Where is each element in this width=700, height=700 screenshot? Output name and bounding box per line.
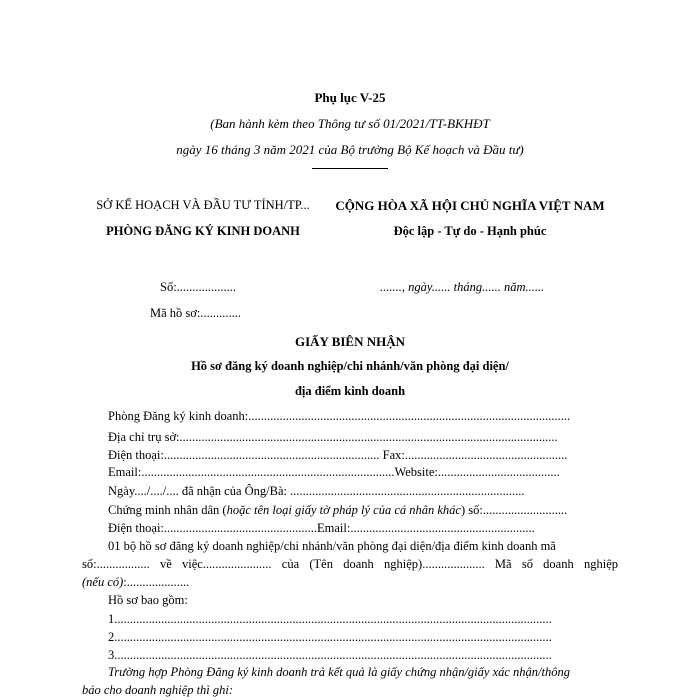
document-number: Số:................... [160,280,237,294]
phone-email-field: Điện thoại:.................................................Email:........................................................... [108,521,535,535]
agency-line-1: SỞ KẾ HOẠCH VÀ ĐẦU TƯ TỈNH/TP... [96,198,310,212]
email-website-field: Email:.................................................................................Website:....................................... [108,465,560,479]
id-note: hoặc tên loại giấy tờ pháp lý của cá nhân khác [226,503,461,517]
received-from-field: Ngày..../..../.... đã nhận của Ông/Bà: ........................................................................... [108,484,525,498]
receipt-subtitle-1: Hồ sơ đăng ký doanh nghiệp/chi nhánh/văn phòng đại diện/ [191,359,509,373]
includes-heading: Hồ sơ bao gồm: [108,593,188,607]
document-date: ......., ngày...... tháng...... năm...... [380,280,545,294]
header-divider [312,168,388,169]
case-line-1: Trường hợp Phòng Đăng ký kinh doanh trả kết quả là giấy chứng nhận/giấy xác nhận/thông [108,665,570,679]
id-prefix: Chứng minh nhân dân ( [108,503,227,517]
receipt-subtitle-2: địa điểm kinh doanh [294,384,406,398]
business-code-dots: :.................... [123,575,190,589]
paragraph-line-3 [82,574,618,590]
paragraph-line-2: số:................. về việc...................... của (Tên doanh nghiệp).................... Mã số doanh nghiệp [82,557,618,571]
file-code: Mã hồ sơ:............. [150,306,241,320]
agency-line-2: PHÒNG ĐĂNG KÝ KINH DOANH [106,224,300,238]
case-line-2: báo cho doanh nghiệp thì ghi: [82,683,234,697]
id-number-field [108,502,618,518]
appendix-title: Phụ lục V-25 [314,90,386,105]
list-item: 3............................................................................................................................................ [108,648,552,662]
issued-line-1: (Ban hành kèm theo Thông tư số 01/2021/TT-BKHĐT [210,116,490,131]
if-any-note: (nếu có) [82,575,124,589]
phone-fax-field: Điện thoại:..................................................................... Fax:.................................................... [108,448,568,462]
nation-line-1: CỘNG HÒA XÃ HỘI CHỦ NGHĨA VIỆT NAM [335,198,605,213]
id-suffix: ) số:........................... [460,503,568,517]
issued-line-2: ngày 16 tháng 3 năm 2021 của Bộ trưởng Bộ Kế hoạch và Đầu tư) [176,142,524,157]
list-item: 2............................................................................................................................................ [108,630,552,644]
address-field: Địa chỉ trụ sở:......................................................................................................................... [108,430,558,444]
office-field: Phòng Đăng ký kinh doanh:....................................................................................................... [108,409,571,423]
list-item: 1............................................................................................................................................ [108,612,552,626]
receipt-title: GIẤY BIÊN NHẬN [294,334,406,349]
paragraph-line-1: 01 bộ hồ sơ đăng ký doanh nghiệp/chi nhánh/văn phòng đại diện/địa điểm kinh doanh mã [108,539,556,553]
nation-line-2: Độc lập - Tự do - Hạnh phúc [393,224,547,238]
